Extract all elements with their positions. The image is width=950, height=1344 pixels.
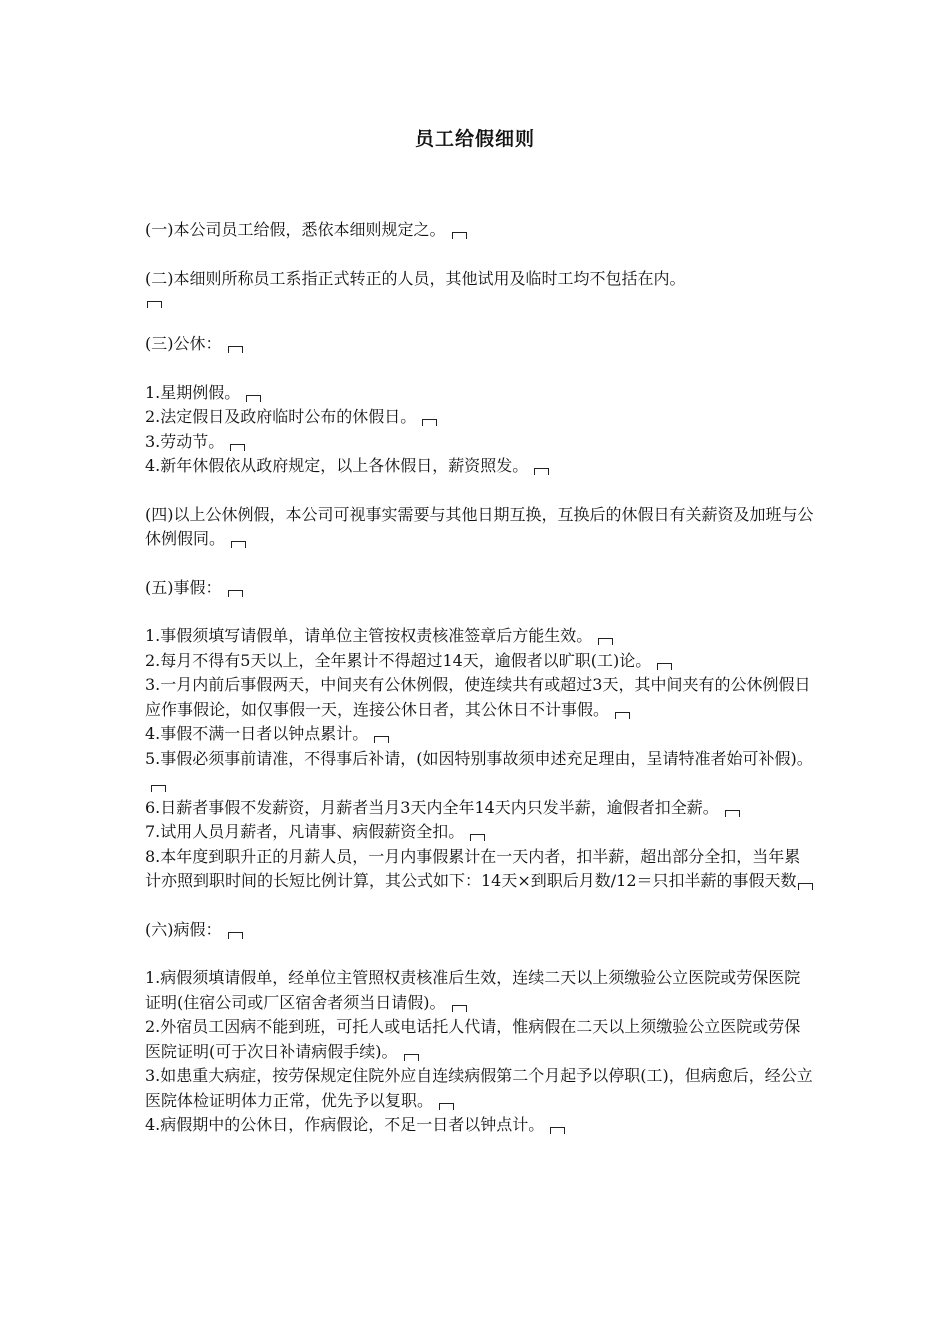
section-6-heading xyxy=(145,918,815,943)
list-item xyxy=(145,722,815,747)
list-item-text: 1.星期例假。 xyxy=(145,382,241,402)
paragraph-mark-icon xyxy=(725,810,740,817)
section-3-heading-text: (三)公休： xyxy=(145,334,222,353)
paragraph-mark-icon xyxy=(439,1103,454,1110)
list-item-text: 5.事假必须事前请准，不得事后补请，(如因特别事故须申述充足理由，呈请特准者始可补假)。 xyxy=(145,748,813,768)
section-5-list xyxy=(145,624,815,894)
section-6-heading-text: (六)病假： xyxy=(145,919,222,939)
list-item xyxy=(145,966,815,1015)
section-1 xyxy=(145,218,815,243)
list-item xyxy=(145,747,815,796)
paragraph-mark-icon xyxy=(231,541,246,548)
list-item-text: 7.试用人员月薪者，凡请事、病假薪资全扣。 xyxy=(145,822,465,841)
paragraph-mark-icon xyxy=(228,346,243,353)
list-item xyxy=(145,624,815,649)
list-item-text: 2.外宿员工因病不能到班，可托人或电话托人代请，惟病假在二天以上须缴验公立医院或劳保医院证明(可于次日补请病假手续)。 xyxy=(145,1017,801,1061)
list-item xyxy=(145,454,815,479)
list-item-text: 4.新年休假依从政府规定，以上各休假日，薪资照发。 xyxy=(145,456,529,475)
list-item xyxy=(145,381,815,406)
paragraph-mark-icon xyxy=(615,712,630,719)
document-title: 员工给假细则 xyxy=(414,128,535,150)
paragraph-mark-icon xyxy=(228,932,243,939)
section-3-heading xyxy=(145,332,815,357)
document-body xyxy=(145,218,815,1162)
paragraph-mark-icon xyxy=(374,736,389,743)
list-item-text: 3.如患重大病症，按劳保规定住院外应自连续病假第二个月起予以停职(工)，但病愈后，经公立医院体检证明体力正常，优先予以复职。 xyxy=(145,1066,813,1110)
list-item-text: 3.劳动节。 xyxy=(145,431,225,451)
paragraph-mark-icon xyxy=(550,1127,565,1134)
list-item xyxy=(145,845,815,894)
list-item xyxy=(145,796,815,821)
paragraph-mark-icon xyxy=(452,232,467,239)
paragraph-mark-icon xyxy=(147,301,162,308)
list-item xyxy=(145,820,815,845)
list-item-text: 2.每月不得有5天以上，全年累计不得超过14天，逾假者以旷职(工)论。 xyxy=(145,650,652,670)
list-item-text: 3.一月内前后事假两天，中间夹有公休例假，使连续共有或超过3天，其中间夹有的公休例假日应作事假论，如仅事假一天，连接公休日者，其公休日不计事假。 xyxy=(145,675,811,719)
list-item-text: 1.事假须填写请假单，请单位主管按权责核准签章后方能生效。 xyxy=(145,626,593,645)
paragraph-mark-icon xyxy=(470,834,485,841)
paragraph-mark-icon xyxy=(598,638,613,645)
list-item-text: 1.病假须填请假单，经单位主管照权责核准后生效，连续二天以上须缴验公立医院或劳保医院证明(住宿公司或厂区宿舍者须当日请假)。 xyxy=(145,968,801,1012)
section-6-list xyxy=(145,966,815,1138)
paragraph-mark-icon xyxy=(404,1054,419,1061)
section-5-heading-text: (五)事假： xyxy=(145,577,222,597)
section-5-heading xyxy=(145,576,815,601)
list-item xyxy=(145,1113,815,1138)
list-item xyxy=(145,1064,815,1113)
paragraph-mark-icon xyxy=(246,395,261,402)
paragraph-mark-icon xyxy=(798,883,813,890)
list-item xyxy=(145,673,815,722)
list-item xyxy=(145,1015,815,1064)
list-item xyxy=(145,649,815,674)
list-item-text: 2.法定假日及政府临时公布的休假日。 xyxy=(145,407,417,426)
paragraph-mark-icon xyxy=(228,590,243,597)
list-item-text: 4.病假期中的公休日，作病假论，不足一日者以钟点计。 xyxy=(145,1115,545,1134)
section-2-text: (二)本细则所称员工系指正式转正的人员，其他试用及临时工均不包括在内。 xyxy=(145,268,686,288)
section-4 xyxy=(145,503,815,552)
list-item xyxy=(145,430,815,455)
section-1-text: (一)本公司员工给假，悉依本细则规定之。 xyxy=(145,220,446,239)
paragraph-mark-icon xyxy=(422,419,437,426)
paragraph-mark-icon xyxy=(452,1005,467,1012)
paragraph-mark-icon xyxy=(534,468,549,475)
list-item xyxy=(145,405,815,430)
section-4-text: (四)以上公休例假，本公司可视事实需要与其他日期互换，互换后的休假日有关薪资及加班与公休例假同。 xyxy=(145,504,814,548)
paragraph-mark-icon xyxy=(657,663,672,670)
list-item-text: 8.本年度到职升正的月薪人员，一月内事假累计在一天内者，扣半薪，超出部分全扣，当年累计亦照到职时间的长短比例计算，其公式如下：14天×到职后月数/12＝只扣半薪的事假天数 xyxy=(145,846,801,890)
list-item-text: 6.日薪者事假不发薪资，月薪者当月3天内全年14天内只发半薪，逾假者扣全薪。 xyxy=(145,797,719,817)
section-2 xyxy=(145,267,815,309)
list-item-text: 4.事假不满一日者以钟点累计。 xyxy=(145,724,369,743)
paragraph-mark-icon xyxy=(230,444,245,451)
section-3-list xyxy=(145,381,815,479)
paragraph-mark-icon xyxy=(151,785,166,792)
